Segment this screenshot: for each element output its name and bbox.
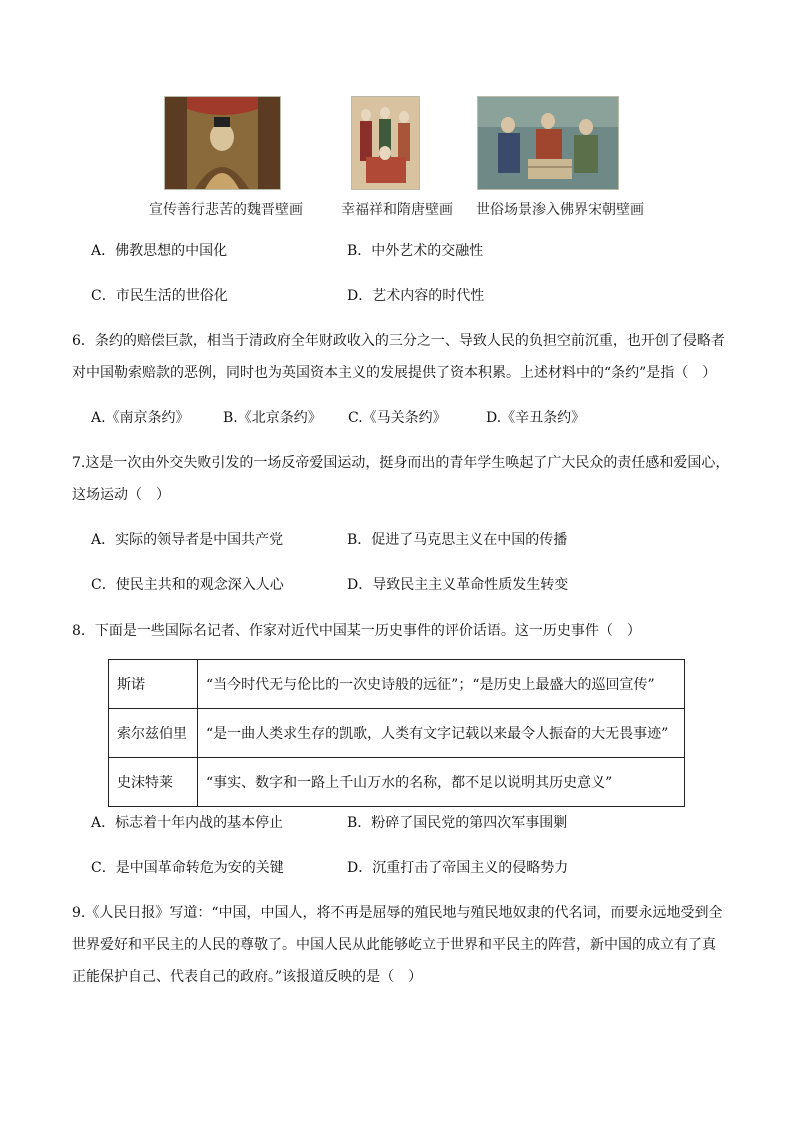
q8-stem: 8．下面是一些国际名记者、作家对近代中国某一历史事件的评价话语。这一历史事件（ ）: [72, 623, 641, 639]
song-mural-painting: [477, 96, 619, 190]
table-row: [109, 709, 685, 758]
q9-stem-line-3: 正能保护自己、代表自己的政府。”该报道反映的是（ ）: [72, 969, 423, 985]
q9-stem-line-1: 9.《人民日报》写道：“中国，中国人，将不再是屈辱的殖民地与殖民地奴隶的代名词，而要永远地受到全: [72, 905, 723, 921]
quote-author: 史沫特莱: [109, 758, 198, 807]
figure-caption-sui-tang: 幸福祥和隋唐壁画: [341, 202, 453, 218]
sui-tang-mural-painting: [351, 96, 420, 190]
figure-caption-song: 世俗场景渗入佛界宋朝壁画: [476, 202, 644, 218]
q5-option-d[interactable]: D．艺术内容的时代性: [347, 288, 485, 304]
quote-text: “事实、数字和一路上千山万水的名称，都不足以说明其历史意义”: [198, 758, 685, 807]
q6-option-a[interactable]: A.《南京条约》: [91, 410, 190, 426]
q6-stem-line-1: 6．条约的赔偿巨款，相当于清政府全年财政收入的三分之一、导致人民的负担空前沉重，也开创了侵略者: [72, 333, 725, 349]
q8-quotes-table: [108, 659, 685, 807]
wei-jin-mural-painting: [164, 96, 281, 190]
quote-author: 斯诺: [109, 660, 198, 709]
q6-option-c[interactable]: C.《马关条约》: [348, 410, 447, 426]
wei-jin-mural-icon: [165, 97, 280, 189]
q6-option-d[interactable]: D.《辛丑条约》: [486, 410, 586, 426]
q5-option-c[interactable]: C．市民生活的世俗化: [91, 288, 228, 304]
quote-text: “当今时代无与伦比的一次史诗般的远征”；“是历史上最盛大的巡回宣传”: [198, 660, 685, 709]
q8-option-b[interactable]: B．粉碎了国民党的第四次军事围剿: [347, 815, 568, 831]
q7-option-c[interactable]: C．使民主共和的观念深入人心: [91, 577, 284, 593]
quote-text: “是一曲人类求生存的凯歌，人类有文字记载以来最令人振奋的大无畏事迹”: [198, 709, 685, 758]
q5-option-b[interactable]: B．中外艺术的交融性: [347, 243, 484, 259]
q9-stem-line-2: 世界爱好和平民主的人民的尊敬了。中国人民从此能够屹立于世界和平民主的阵营，新中国的成立有了真: [72, 937, 716, 953]
q6-option-b[interactable]: B.《北京条约》: [223, 410, 322, 426]
q7-option-d[interactable]: D．导致民主主义革命性质发生转变: [347, 577, 569, 593]
q7-option-a[interactable]: A．实际的领导者是中国共产党: [91, 532, 284, 548]
sui-tang-mural-icon: [352, 97, 419, 189]
q5-option-a[interactable]: A．佛教思想的中国化: [91, 243, 228, 259]
song-mural-icon: [478, 97, 618, 189]
quote-author: 索尔兹伯里: [109, 709, 198, 758]
q7-stem-line-1: 7.这是一次由外交失败引发的一场反帝爱国运动，挺身而出的青年学生唤起了广大民众的责任感和爱国心，: [72, 455, 730, 471]
q8-option-c[interactable]: C．是中国革命转危为安的关键: [91, 860, 284, 876]
q7-stem-line-2: 这场运动（ ）: [72, 487, 170, 503]
figure-caption-wei-jin: 宣传善行悲苦的魏晋壁画: [149, 202, 303, 218]
table-row: [109, 660, 685, 709]
q8-option-d[interactable]: D．沉重打击了帝国主义的侵略势力: [347, 860, 569, 876]
q7-option-b[interactable]: B．促进了马克思主义在中国的传播: [347, 532, 568, 548]
q6-stem-line-2: 对中国勒索赔款的恶例，同时也为英国资本主义的发展提供了资本积累。上述材料中的“条约”是指（ ）: [72, 365, 717, 381]
table-row: [109, 758, 685, 807]
q8-option-a[interactable]: A．标志着十年内战的基本停止: [91, 815, 284, 831]
